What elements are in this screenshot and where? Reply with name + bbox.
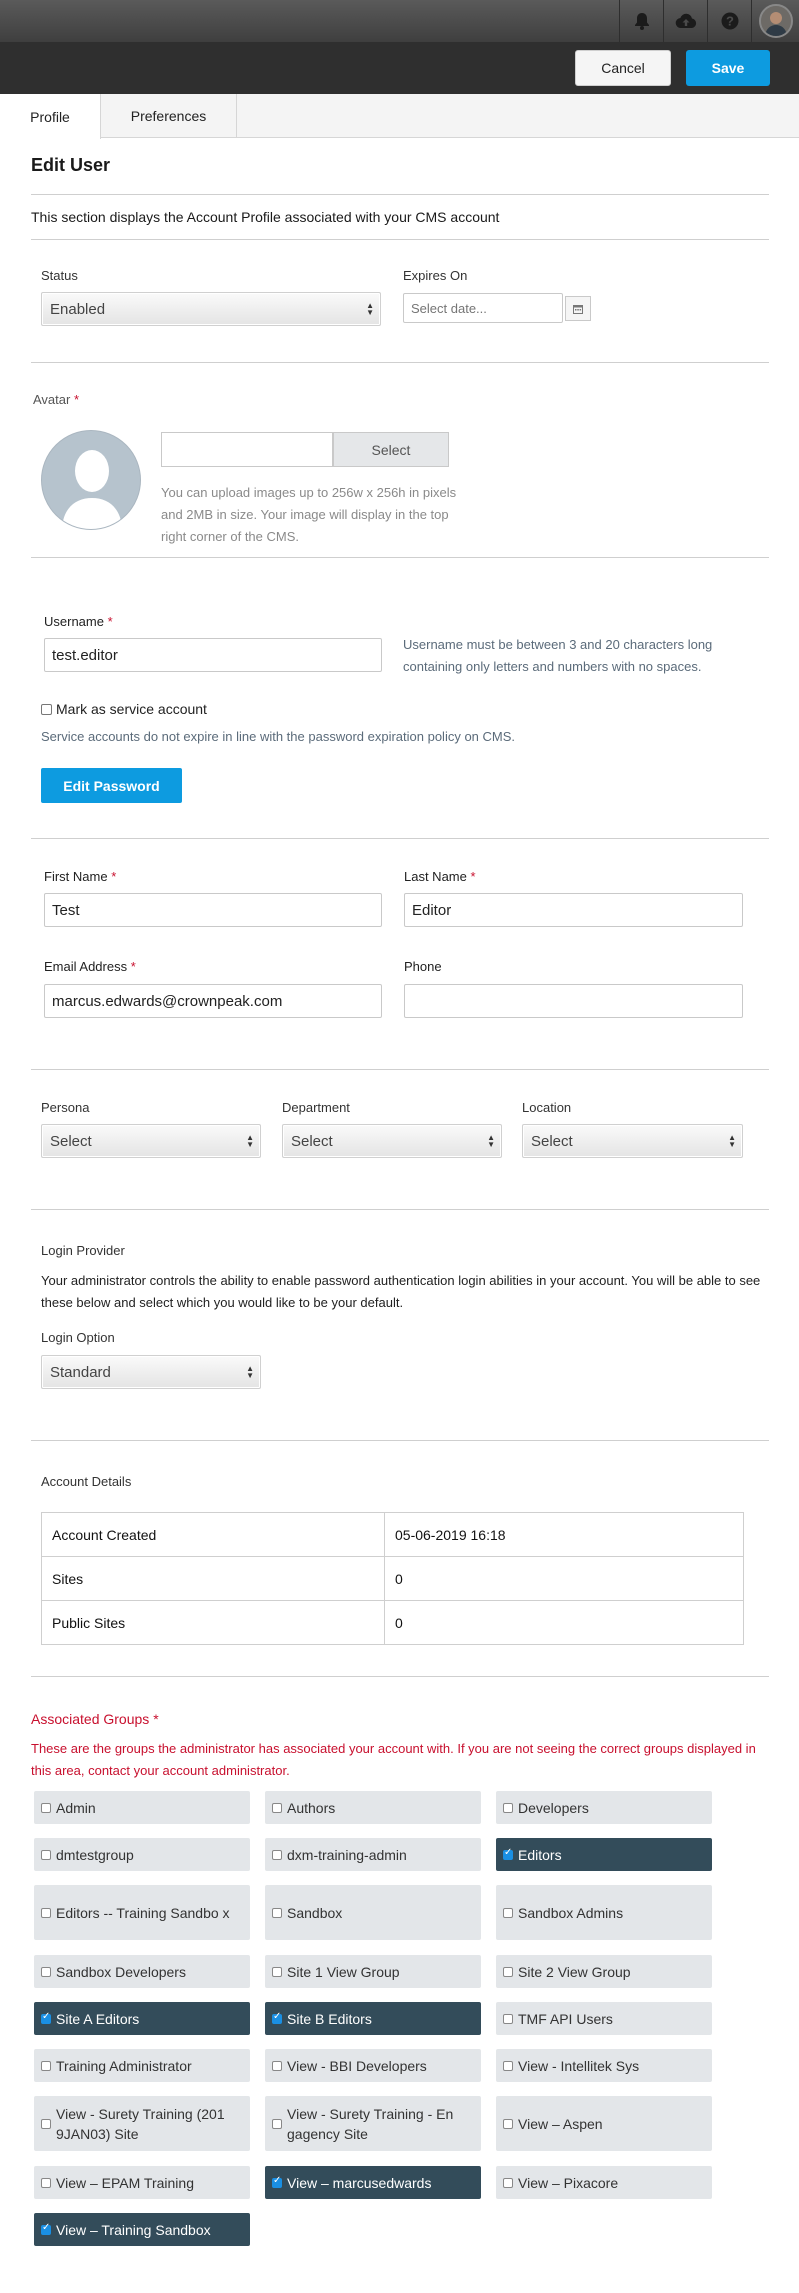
table-cell-label: Sites bbox=[42, 1557, 385, 1601]
table-cell-label: Account Created bbox=[42, 1513, 385, 1557]
login-option-label: Login Option bbox=[41, 1330, 115, 1345]
expires-label: Expires On bbox=[403, 268, 468, 283]
login-provider-description: Your administrator controls the ability to enable password authentication login abilities in your account. You will be able to see these below and select which you would like to be your default. bbox=[41, 1273, 761, 1310]
tab-label: Profile bbox=[30, 108, 70, 125]
group-item[interactable]: dmtestgroup bbox=[34, 1838, 250, 1871]
group-checkbox[interactable] bbox=[503, 2119, 513, 2129]
cloud-upload-icon[interactable] bbox=[663, 0, 707, 42]
group-checkbox[interactable] bbox=[272, 2061, 282, 2071]
avatar-label: Avatar * bbox=[33, 392, 80, 407]
email-label: Email Address * bbox=[44, 959, 136, 974]
divider bbox=[31, 239, 769, 240]
select-arrows-icon: ▲ ▼ bbox=[246, 1364, 254, 1380]
group-item[interactable]: TMF API Users bbox=[496, 2002, 712, 2035]
divider bbox=[31, 194, 769, 195]
svg-text:?: ? bbox=[725, 13, 734, 29]
tab-label: Preferences bbox=[130, 108, 207, 124]
group-item[interactable]: Sandbox Developers bbox=[34, 1955, 250, 1988]
user-silhouette-icon bbox=[42, 431, 141, 530]
phone-input[interactable] bbox=[404, 984, 743, 1018]
bell-icon[interactable] bbox=[619, 0, 663, 42]
group-item[interactable]: Editors -- Training Sandbo x bbox=[34, 1885, 250, 1940]
divider bbox=[31, 362, 769, 363]
divider bbox=[31, 1676, 769, 1677]
table-cell-value: 0 bbox=[385, 1601, 744, 1645]
table-cell-value: 0 bbox=[385, 1557, 744, 1601]
persona-select[interactable] bbox=[41, 1124, 261, 1158]
associated-groups-title: Associated Groups * bbox=[31, 1711, 159, 1727]
group-item[interactable]: View – Aspen bbox=[496, 2096, 712, 2151]
table-cell-label: Public Sites bbox=[42, 1601, 385, 1645]
department-value: Select bbox=[291, 1132, 333, 1150]
avatar-placeholder bbox=[41, 430, 141, 530]
group-checkbox[interactable] bbox=[503, 1850, 513, 1860]
group-checkbox[interactable] bbox=[503, 1803, 513, 1813]
group-checkbox[interactable] bbox=[503, 2178, 513, 2188]
group-checkbox[interactable] bbox=[41, 1803, 51, 1813]
username-hint: Username must be between 3 and 20 characters long containing only letters and numbers with no spaces. bbox=[403, 637, 713, 674]
group-checkbox[interactable] bbox=[41, 2119, 51, 2129]
group-checkbox[interactable] bbox=[503, 1908, 513, 1918]
tab-bar bbox=[0, 94, 799, 138]
group-checkbox[interactable] bbox=[41, 1967, 51, 1977]
last-name-input[interactable] bbox=[404, 893, 743, 927]
associated-groups-description: These are the groups the administrator has associated your account with. If you are not seeing the correct groups displayed in this area, contact your account administrator. bbox=[31, 1741, 756, 1778]
login-provider-title: Login Provider bbox=[41, 1243, 125, 1258]
group-checkbox[interactable] bbox=[272, 1803, 282, 1813]
table-cell-value: 05-06-2019 16:18 bbox=[385, 1513, 744, 1557]
group-item[interactable]: Admin bbox=[34, 1791, 250, 1824]
action-bar bbox=[0, 42, 799, 94]
service-account-hint: Service accounts do not expire in line with the password expiration policy on CMS. bbox=[41, 729, 516, 744]
group-checkbox[interactable] bbox=[41, 2225, 51, 2235]
group-item[interactable]: Training Administrator bbox=[34, 2049, 250, 2082]
group-checkbox[interactable] bbox=[272, 2014, 282, 2024]
group-item[interactable]: Authors bbox=[265, 1791, 481, 1824]
group-item[interactable]: Sandbox bbox=[265, 1885, 481, 1940]
group-item[interactable]: Site 1 View Group bbox=[265, 1955, 481, 1988]
group-item[interactable]: Site 2 View Group bbox=[496, 1955, 712, 1988]
account-details-table bbox=[41, 1512, 744, 1645]
persona-value: Select bbox=[50, 1132, 92, 1150]
group-checkbox[interactable] bbox=[272, 2178, 282, 2188]
phone-label: Phone bbox=[404, 959, 442, 974]
persona-label: Persona bbox=[41, 1100, 90, 1115]
group-item[interactable]: View – Pixacore bbox=[496, 2166, 712, 2199]
account-details-title: Account Details bbox=[41, 1474, 132, 1489]
first-name-label: First Name * bbox=[44, 869, 117, 884]
top-bar bbox=[0, 0, 799, 42]
divider bbox=[31, 1209, 769, 1210]
group-item[interactable]: ✓ Site B Editors bbox=[265, 2002, 481, 2035]
group-checkbox[interactable] bbox=[272, 1850, 282, 1860]
avatar-hint: You can upload images up to 256w x 256h in pixels and 2MB in size. Your image will display in the top right corner of the CMS. bbox=[161, 485, 457, 544]
group-checkbox[interactable] bbox=[503, 2014, 513, 2024]
group-item[interactable]: View - Surety Training - En gagency Site bbox=[265, 2096, 481, 2151]
expires-date-input[interactable] bbox=[403, 293, 563, 323]
group-checkbox[interactable] bbox=[41, 2014, 51, 2024]
email-input[interactable] bbox=[44, 984, 382, 1018]
service-account-label: Mark as service account bbox=[56, 701, 207, 717]
location-select[interactable] bbox=[522, 1124, 743, 1158]
group-item[interactable]: View - Surety Training (201 9JAN03) Site bbox=[34, 2096, 250, 2151]
group-checkbox[interactable] bbox=[41, 1850, 51, 1860]
table-row bbox=[42, 1513, 744, 1557]
group-item[interactable]: View - Intellitek Sys bbox=[496, 2049, 712, 2082]
location-label: Location bbox=[522, 1100, 572, 1115]
group-item[interactable]: ✓ View – Training Sandbox bbox=[34, 2213, 250, 2246]
cancel-button[interactable]: Cancel bbox=[575, 50, 671, 86]
group-checkbox[interactable] bbox=[272, 2119, 282, 2129]
select-arrows-icon: ▲ ▼ bbox=[246, 1133, 254, 1149]
status-label: Status bbox=[41, 268, 78, 283]
group-item[interactable]: ✓ Editors bbox=[496, 1838, 712, 1871]
calendar-icon bbox=[573, 304, 583, 314]
group-item[interactable]: dxm-training-admin bbox=[265, 1838, 481, 1871]
tab-preferences[interactable] bbox=[101, 94, 237, 138]
group-item[interactable]: View – EPAM Training bbox=[34, 2166, 250, 2199]
divider bbox=[31, 838, 769, 839]
location-value: Select bbox=[531, 1132, 573, 1150]
group-checkbox[interactable] bbox=[503, 2061, 513, 2071]
page-description: This section displays the Account Profile associated with your CMS account bbox=[31, 209, 500, 225]
help-icon[interactable] bbox=[707, 0, 751, 42]
group-checkbox[interactable] bbox=[41, 2061, 51, 2071]
status-value: Enabled bbox=[50, 300, 106, 318]
service-account-checkbox[interactable] bbox=[41, 704, 52, 715]
group-checkbox[interactable] bbox=[503, 1967, 513, 1977]
login-option-value: Standard bbox=[50, 1363, 111, 1381]
table-row bbox=[42, 1601, 744, 1645]
avatar-icon bbox=[759, 4, 793, 38]
tab-profile[interactable] bbox=[0, 94, 101, 139]
select-arrows-icon: ▲ ▼ bbox=[728, 1133, 736, 1149]
calendar-button[interactable] bbox=[565, 296, 591, 321]
group-item[interactable]: ✓ View – marcusedwards bbox=[265, 2166, 481, 2199]
group-item[interactable]: View - BBI Developers bbox=[265, 2049, 481, 2082]
department-select[interactable] bbox=[282, 1124, 502, 1158]
group-checkbox[interactable] bbox=[272, 1967, 282, 1977]
user-avatar[interactable] bbox=[751, 0, 799, 42]
group-checkbox[interactable] bbox=[272, 1908, 282, 1918]
group-item[interactable]: Developers bbox=[496, 1791, 712, 1824]
select-arrows-icon: ▲ ▼ bbox=[487, 1133, 495, 1149]
username-label: Username * bbox=[44, 614, 113, 629]
save-button[interactable]: Save bbox=[686, 50, 770, 86]
group-checkbox[interactable] bbox=[41, 1908, 51, 1918]
divider bbox=[31, 1440, 769, 1441]
select-arrows-icon: ▲ ▼ bbox=[366, 301, 374, 317]
group-checkbox[interactable] bbox=[41, 2178, 51, 2188]
login-option-select[interactable] bbox=[41, 1355, 261, 1389]
avatar-file-input[interactable] bbox=[161, 432, 333, 467]
last-name-label: Last Name * bbox=[404, 869, 476, 884]
group-item[interactable]: Sandbox Admins bbox=[496, 1885, 712, 1940]
divider bbox=[31, 1069, 769, 1070]
department-label: Department bbox=[282, 1100, 350, 1115]
username-input[interactable] bbox=[44, 638, 382, 672]
page-title: Edit User bbox=[31, 155, 111, 175]
status-select[interactable] bbox=[41, 292, 381, 326]
avatar-select-button[interactable]: Select bbox=[333, 432, 449, 467]
group-item[interactable]: ✓ Site A Editors bbox=[34, 2002, 250, 2035]
table-row bbox=[42, 1557, 744, 1601]
first-name-input[interactable] bbox=[44, 893, 382, 927]
edit-password-button[interactable]: Edit Password bbox=[41, 768, 182, 803]
divider bbox=[31, 557, 769, 558]
